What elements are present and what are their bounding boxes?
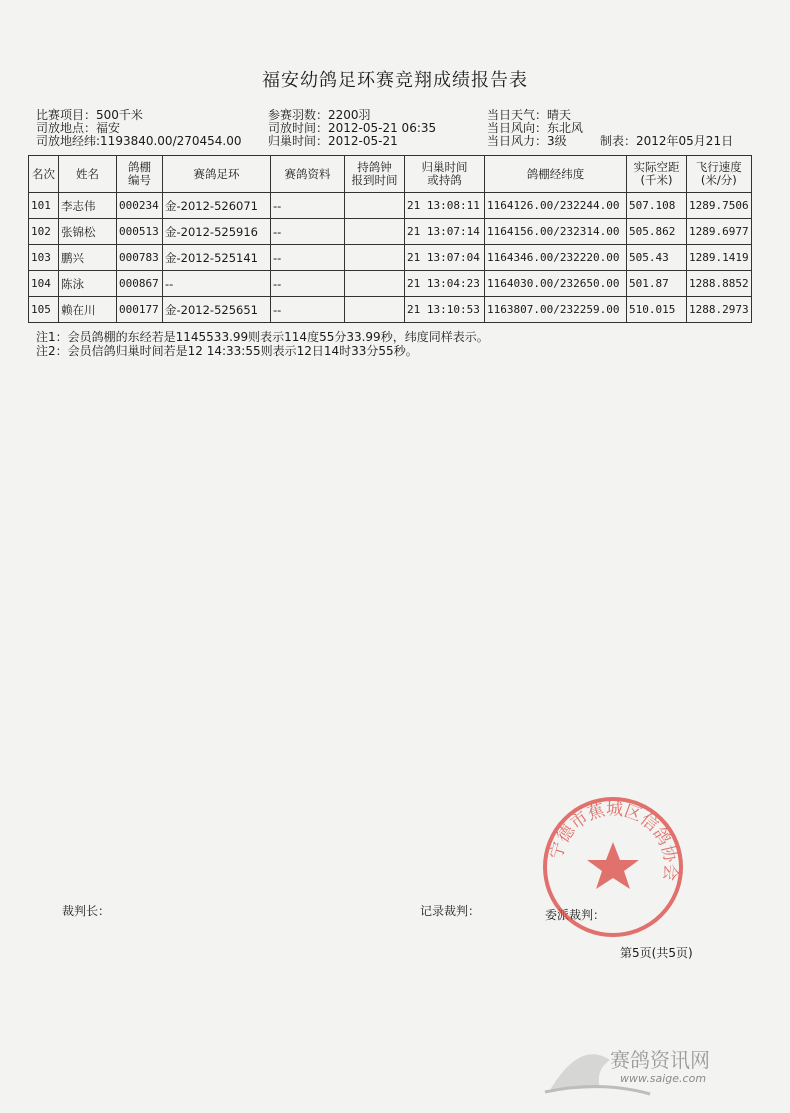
table-header-row: [29, 156, 752, 193]
cell-coords: 1164126.00/232244.00: [485, 193, 627, 219]
watermark-text: 赛鸽资讯网: [610, 1048, 710, 1072]
cell-arrival: 21 13:08:11: [405, 193, 485, 219]
cell-rank: 102: [29, 219, 59, 245]
cell-speed: 1289.1419: [687, 245, 752, 271]
cell-ring: 金-2012-525916: [163, 219, 271, 245]
cell-rank: 103: [29, 245, 59, 271]
race-item: 比赛项目：500千米: [36, 108, 143, 122]
cell-clock-time: [345, 297, 405, 323]
table-row: [29, 245, 752, 271]
wind-direction: 当日风向：东北风: [487, 121, 584, 135]
cell-coords: 1164030.00/232650.00: [485, 271, 627, 297]
page-number: 第5页(共5页): [620, 946, 693, 960]
cell-clock-time: [345, 193, 405, 219]
cell-ring: 金-2012-525141: [163, 245, 271, 271]
delegate-referee-label: 委派裁判：: [545, 908, 606, 922]
cell-loft-id: 000234: [117, 193, 163, 219]
weather: 当日天气：晴天: [487, 108, 572, 122]
meta-column-3: [487, 109, 583, 148]
cell-distance: 507.108: [627, 193, 687, 219]
header-ring: 赛鸽足环: [163, 156, 271, 193]
header-clock-time: 持鸽钟 报到时间: [345, 156, 405, 193]
cell-speed: 1288.8852: [687, 271, 752, 297]
cell-loft-id: 000867: [117, 271, 163, 297]
entry-count: 参赛羽数：2200羽: [268, 108, 371, 122]
cell-clock-time: [345, 271, 405, 297]
cell-distance: 501.87: [627, 271, 687, 297]
cell-loft-id: 000783: [117, 245, 163, 271]
table-row: [29, 193, 752, 219]
cell-coords: 1163807.00/232259.00: [485, 297, 627, 323]
record-referee-label: 记录裁判：: [420, 904, 481, 918]
cell-arrival: 21 13:10:53: [405, 297, 485, 323]
cell-coords: 1164156.00/232314.00: [485, 219, 627, 245]
cell-speed: 1289.7506: [687, 193, 752, 219]
cell-ring: 金-2012-526071: [163, 193, 271, 219]
cell-ring: --: [163, 271, 271, 297]
table-body: [29, 193, 752, 323]
cell-info: --: [271, 245, 345, 271]
header-loft-id-l2: 编号: [128, 173, 151, 187]
release-location: 司放地点：福安: [36, 121, 121, 135]
header-coords: 鸽棚经纬度: [485, 156, 627, 193]
header-info: 赛鸽资料: [271, 156, 345, 193]
header-loft-id: [117, 156, 163, 193]
table-row: [29, 271, 752, 297]
table-row: [29, 297, 752, 323]
header-distance: 实际空距 (千米): [627, 156, 687, 193]
table-row: [29, 219, 752, 245]
cell-coords: 1164346.00/232220.00: [485, 245, 627, 271]
cell-rank: 105: [29, 297, 59, 323]
cell-name: 张锦松: [59, 219, 117, 245]
report-title: 福安幼鸽足环赛竞翔成绩报告表: [262, 70, 528, 91]
official-seal-stamp: [538, 792, 688, 942]
cell-speed: 1288.2973: [687, 297, 752, 323]
cell-loft-id: 000177: [117, 297, 163, 323]
header-loft-id-l1: 鸽棚: [128, 160, 151, 174]
cell-distance: 505.862: [627, 219, 687, 245]
cell-arrival: 21 13:04:23: [405, 271, 485, 297]
cell-arrival: 21 13:07:14: [405, 219, 485, 245]
cell-clock-time: [345, 219, 405, 245]
cell-clock-time: [345, 245, 405, 271]
cell-info: --: [271, 193, 345, 219]
notes: [36, 330, 489, 358]
cell-arrival: 21 13:07:04: [405, 245, 485, 271]
cell-distance: 505.43: [627, 245, 687, 271]
cell-name: 赖在川: [59, 297, 117, 323]
chief-referee-label: 裁判长：: [62, 904, 111, 918]
note-1: 注1：会员鸽棚的东经若是1145533.99则表示114度55分33.99秒，纬度同样表示。: [36, 330, 489, 344]
svg-text:宁德市蕉城区信鸽协会: 宁德市蕉城区信鸽协会: [546, 799, 681, 882]
header-rank: 名次: [29, 156, 59, 193]
header-speed: 飞行速度 (米/分): [687, 156, 752, 193]
header-name: 姓名: [59, 156, 117, 193]
cell-name: 陈泳: [59, 271, 117, 297]
meta-column-1: [36, 109, 242, 148]
cell-ring: 金-2012-525651: [163, 297, 271, 323]
cell-info: --: [271, 297, 345, 323]
meta-column-2: [268, 109, 436, 148]
release-time: 司放时间：2012-05-21 06:35: [268, 121, 437, 135]
cell-name: 李志伟: [59, 193, 117, 219]
cell-rank: 104: [29, 271, 59, 297]
cell-rank: 101: [29, 193, 59, 219]
cell-name: 鹏兴: [59, 245, 117, 271]
return-time: 归巢时间：2012-05-21: [268, 134, 398, 148]
release-coordinates: 司放地经纬:1193840.00/270454.00: [36, 134, 242, 148]
header-arrival: 归巢时间 或持鸽: [405, 156, 485, 193]
cell-info: --: [271, 271, 345, 297]
made-date: 制表：2012年05月21日: [600, 134, 734, 148]
results-table: [28, 155, 752, 323]
cell-speed: 1289.6977: [687, 219, 752, 245]
watermark-url: www.saige.com: [620, 1072, 707, 1085]
cell-loft-id: 000513: [117, 219, 163, 245]
note-2: 注2：会员信鸽归巢时间若是12 14:33:55则表示12日14时33分55秒。: [36, 344, 418, 358]
cell-info: --: [271, 219, 345, 245]
wind-force: 当日风力：3级: [487, 134, 567, 148]
cell-distance: 510.015: [627, 297, 687, 323]
